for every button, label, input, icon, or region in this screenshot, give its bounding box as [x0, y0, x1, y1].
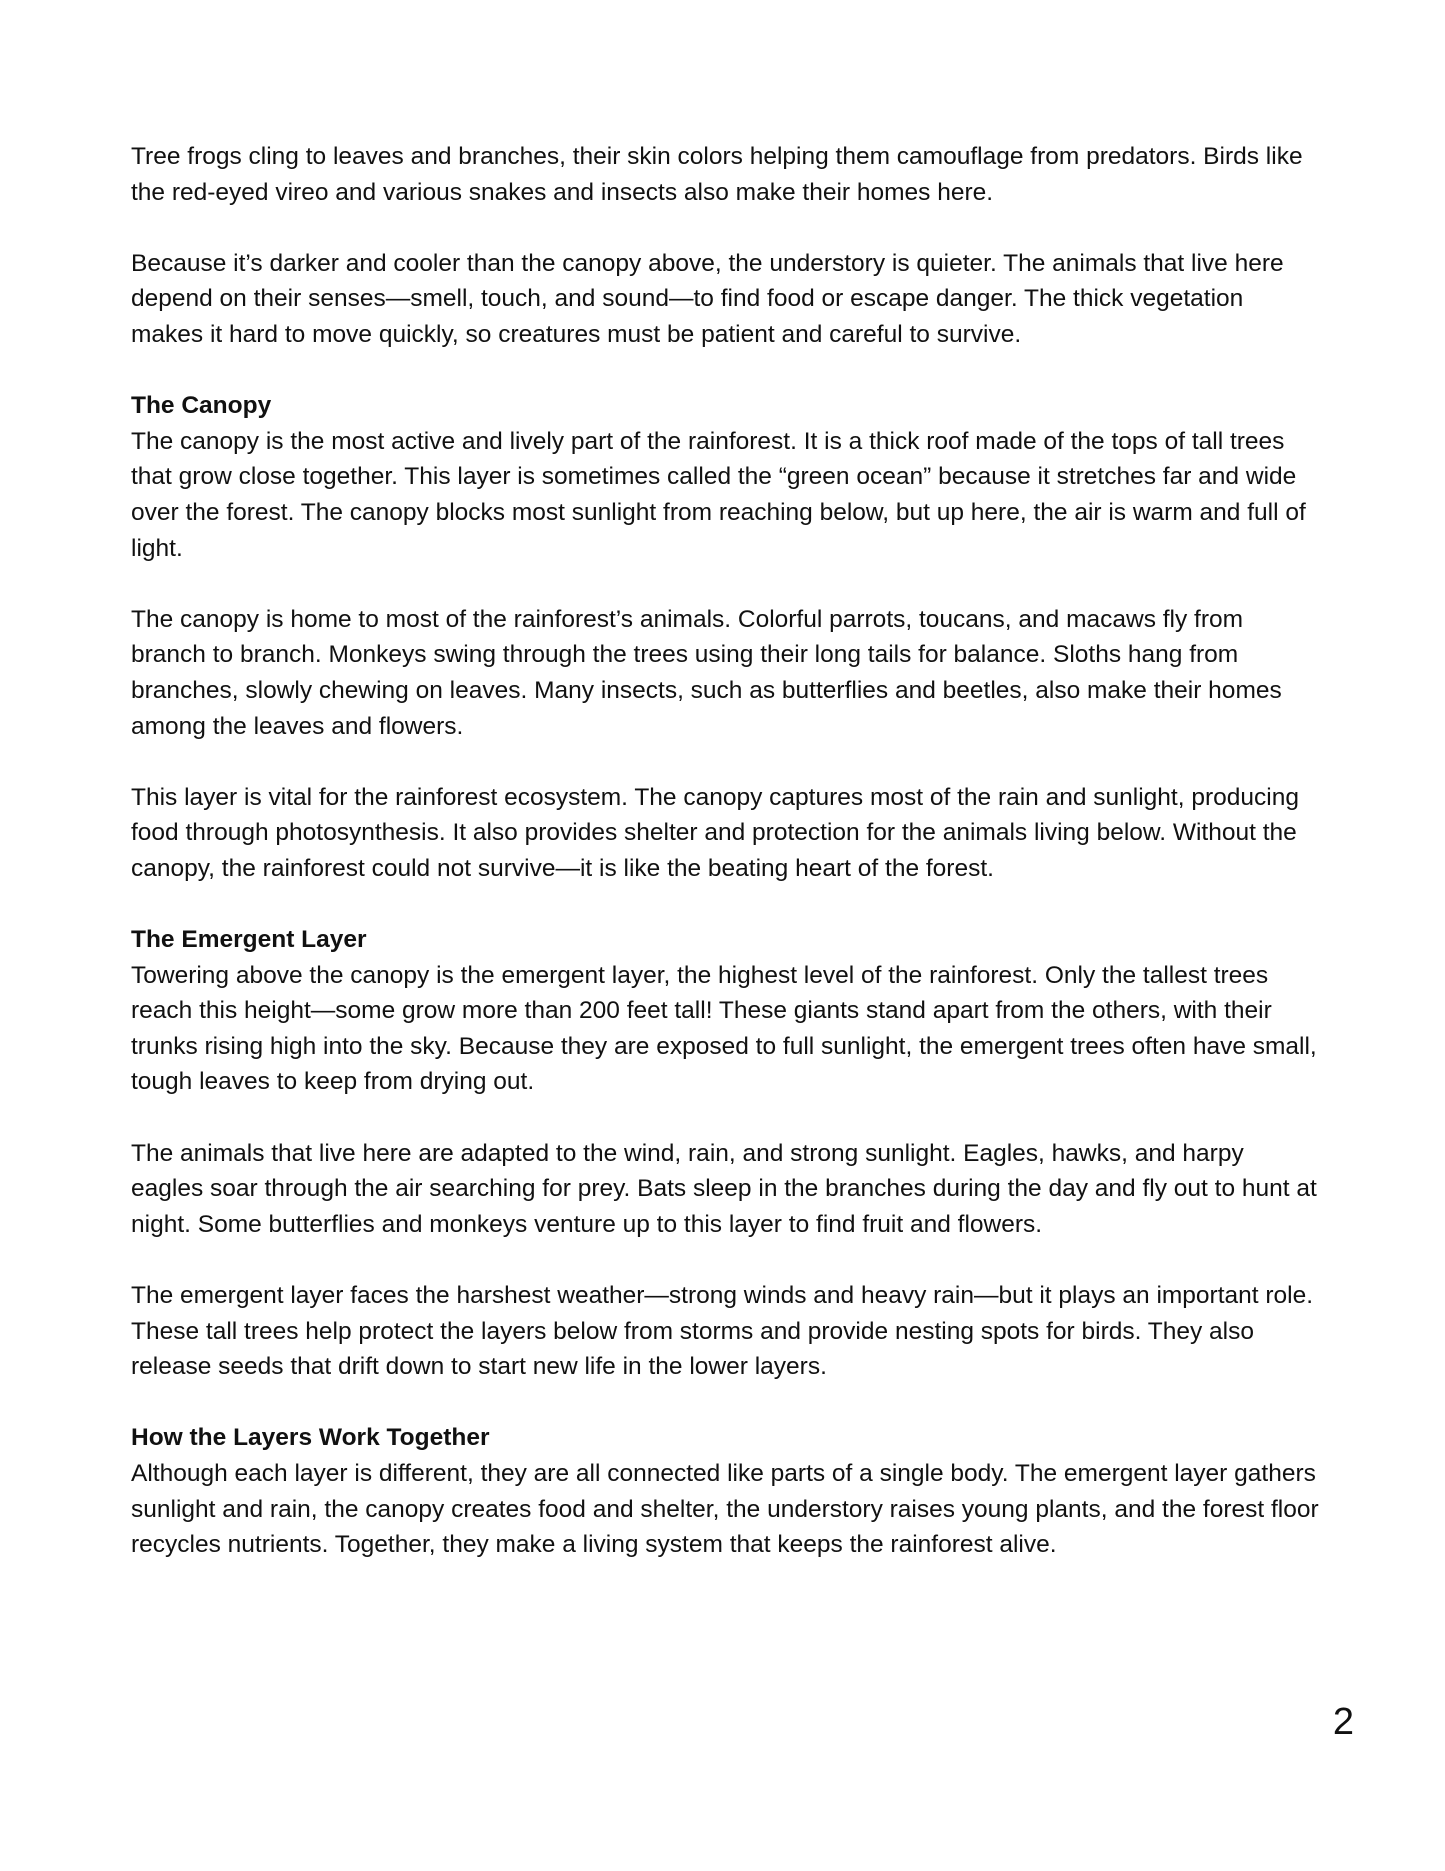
canopy-paragraph-2: The canopy is home to most of the rainforest’s animals. Colorful parrots, toucans, and macaws fly from branch to branch. Monkeys swing through the trees using their long tails for balance. Sloths hang from branches, slowly chewing on leaves. Many insects, such as butterflies and beetles, also make their homes among the leaves and flowers. — [131, 605, 1282, 740]
section-canopy — [131, 388, 1321, 886]
page-number: 2 — [1332, 1701, 1354, 1743]
canopy-paragraph-3: This layer is vital for the rainforest ecosystem. The canopy captures most of the rain and sunlight, producing food through photosynthesis. It also provides shelter and protection for the animals living below. Without the canopy, the rainforest could not survive—it is like the beating heart of the forest. — [131, 783, 1299, 882]
page-content — [131, 139, 1321, 1598]
layers-together-paragraph-1: Although each layer is different, they are all connected like parts of a single body. The emergent layer gathers sunlight and rain, the canopy creates food and shelter, the understory raises young plants, and the forest floor recycles nutrients. Together, they make a living system that keeps the rainforest alive. — [131, 1459, 1319, 1559]
section-layers-together — [131, 1420, 1321, 1562]
section-heading-layers-together: How the Layers Work Together — [131, 1424, 490, 1452]
intro-paragraph-2: Because it’s darker and cooler than the canopy above, the understory is quieter. The animals that live here depend on their senses—smell, touch, and sound—to find food or escape danger. The thick vegetation makes it hard to move quickly, so creatures must be patient and careful to survive. — [131, 249, 1284, 348]
emergent-paragraph-1: Towering above the canopy is the emergent layer, the highest level of the rainforest. Only the tallest trees reach this height—some grow more than 200 feet tall! These giants stand apart from the others, with their trunks rising high into the sky. Because they are exposed to full sunlight, the emergent trees often have small, tough leaves to keep from drying out. — [131, 961, 1317, 1096]
emergent-paragraph-2: The animals that live here are adapted to the wind, rain, and strong sunlight. Eagles, hawks, and harpy eagles soar through the air searching for prey. Bats sleep in the branches during the day and fly out to hunt at night. Some butterflies and monkeys venture up to this layer to find fruit and flowers. — [131, 1139, 1317, 1238]
intro-paragraph-1: Tree frogs cling to leaves and branches, their skin colors helping them camouflage from predators. Birds like the red-eyed vireo and various snakes and insects also make their homes here. — [131, 143, 1303, 206]
section-heading-emergent-layer: The Emergent Layer — [131, 926, 367, 954]
emergent-paragraph-3: The emergent layer faces the harshest weather—strong winds and heavy rain—but it plays an important role. These tall trees help protect the layers below from storms and provide nesting spots for birds. They also release seeds that drift down to start new life in the lower layers. — [131, 1282, 1314, 1381]
canopy-paragraph-1: The canopy is the most active and lively part of the rainforest. It is a thick roof made of the tops of tall trees that grow close together. This layer is sometimes called the “green ocean” because it stretches far and wide over the forest. The canopy blocks most sunlight from reaching below, but up here, the air is warm and full of light. — [131, 427, 1306, 562]
section-heading-canopy: The Canopy — [131, 392, 272, 420]
section-emergent-layer — [131, 922, 1321, 1385]
